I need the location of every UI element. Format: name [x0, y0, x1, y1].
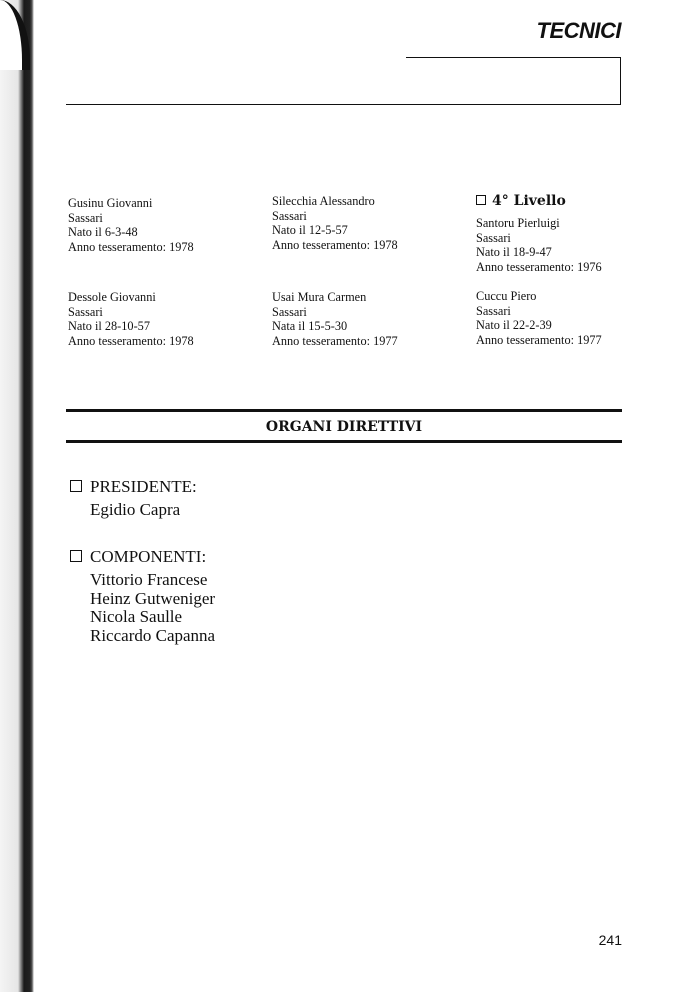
- president-names: [90, 501, 180, 520]
- coach-birth: Nato il 6-3-48: [68, 225, 138, 239]
- coach-entry: [272, 194, 398, 252]
- coach-city: Sassari: [476, 303, 511, 318]
- member-name: Vittorio Francese: [90, 570, 208, 589]
- section-rule-bottom: [66, 440, 622, 443]
- coach-entry: [68, 290, 194, 348]
- coach-birth: Nato il 22-2-39: [476, 318, 552, 332]
- coach-name: Cuccu Piero: [476, 289, 537, 303]
- coach-registration: Anno tesseramento: 1978: [272, 237, 398, 252]
- coach-registration: Anno tesseramento: 1977: [476, 332, 602, 347]
- coach-name: Usai Mura Carmen: [272, 290, 367, 304]
- section-rule-top: [66, 409, 622, 412]
- coach-entry: [272, 290, 398, 348]
- checkbox-square-icon: [70, 480, 82, 492]
- coach-birth: Nata il 15-5-30: [272, 319, 348, 333]
- member-name: Nicola Saulle: [90, 607, 183, 627]
- member-name: Heinz Gutweniger: [90, 588, 216, 608]
- checkbox-square-icon: [476, 195, 486, 205]
- coach-name: Dessole Giovanni: [68, 290, 156, 304]
- coach-name: Santoru Pierluigi: [476, 216, 560, 230]
- section-title: TECNICI: [536, 18, 621, 43]
- coach-city: Sassari: [272, 304, 307, 319]
- book-spine-shadow: [0, 0, 34, 992]
- members-list: [90, 571, 215, 646]
- header-rule-bottom: [66, 104, 621, 105]
- coach-registration: Anno tesseramento: 1977: [272, 333, 398, 348]
- page-number: 241: [598, 932, 622, 948]
- coach-city: Sassari: [476, 230, 511, 245]
- president-label: PRESIDENTE:: [90, 477, 197, 496]
- president-name: Egidio Capra: [90, 500, 181, 519]
- coach-birth: Nato il 12-5-57: [272, 223, 348, 237]
- checkbox-square-icon: [70, 550, 82, 562]
- member-name: Riccardo Capanna: [90, 626, 216, 646]
- coach-birth: Nato il 28-10-57: [68, 319, 150, 333]
- coach-city: Sassari: [68, 304, 103, 319]
- members-heading: [70, 547, 206, 567]
- header-rule-vertical: [620, 57, 621, 104]
- coach-registration: Anno tesseramento: 1978: [68, 239, 194, 254]
- members-label: COMPONENTI:: [90, 547, 207, 566]
- coach-name: Gusinu Giovanni: [68, 196, 153, 210]
- coach-birth: Nato il 18-9-47: [476, 245, 552, 259]
- coach-city: Sassari: [272, 208, 307, 223]
- header-rule-top: [406, 57, 621, 58]
- coach-entry: [476, 216, 602, 274]
- president-heading: [70, 477, 197, 497]
- coach-city: Sassari: [68, 210, 103, 225]
- level-heading-label: 4° Livello: [492, 193, 566, 209]
- level-heading: [476, 193, 566, 209]
- coach-entry: [68, 196, 194, 254]
- coach-registration: Anno tesseramento: 1978: [68, 333, 194, 348]
- coach-name: Silecchia Alessandro: [272, 194, 375, 208]
- organi-title: ORGANI DIRETTIVI: [265, 419, 423, 435]
- coach-entry: [476, 289, 602, 347]
- coach-registration: Anno tesseramento: 1976: [476, 259, 602, 274]
